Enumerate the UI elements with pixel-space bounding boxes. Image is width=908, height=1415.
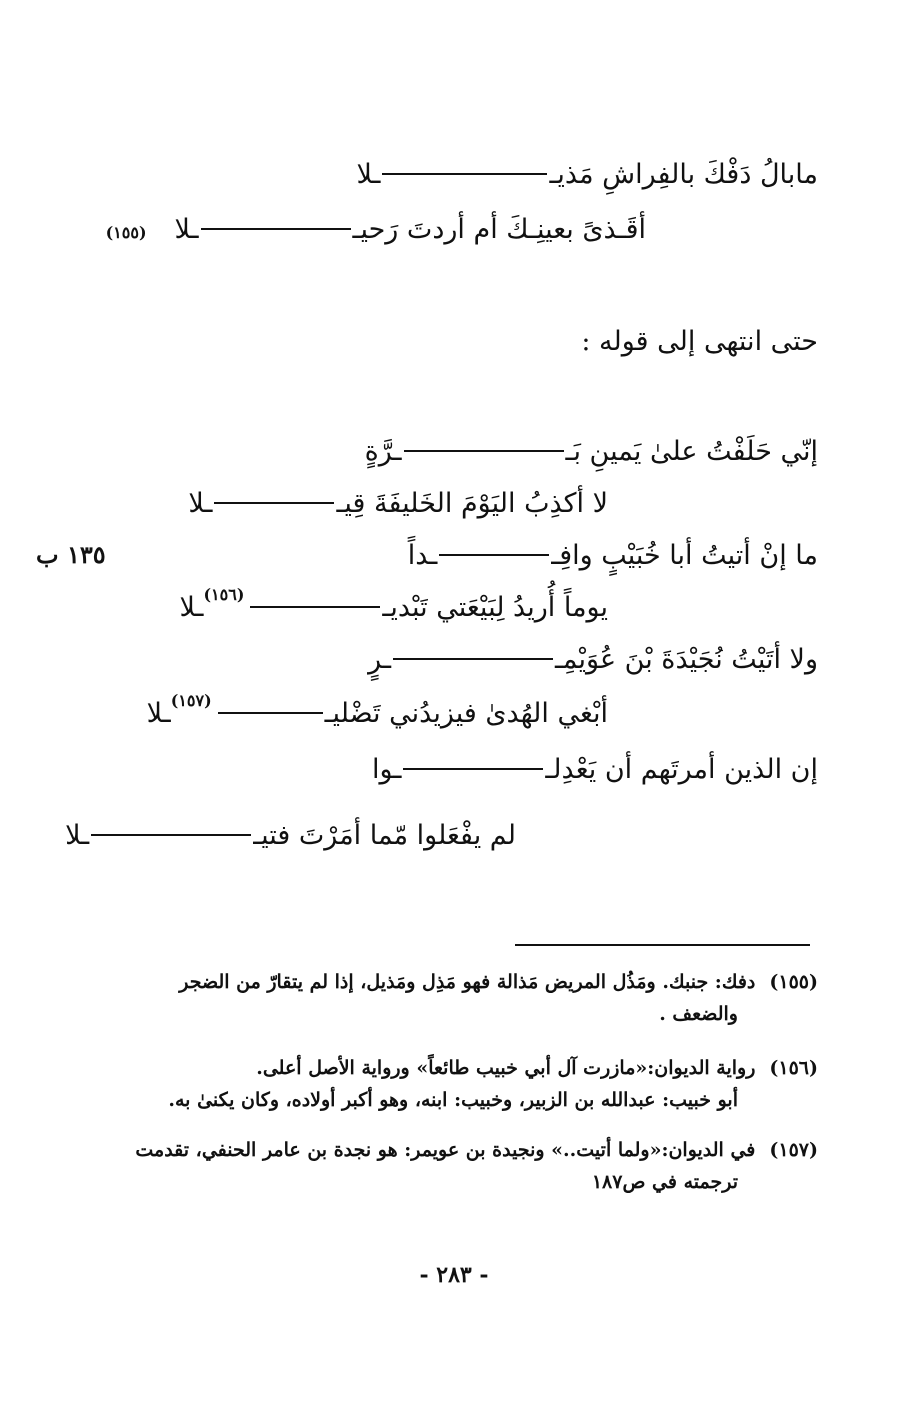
verse-ending: ـوا	[372, 754, 402, 785]
verse-ending: ـداً	[407, 540, 438, 571]
verse-line	[179, 585, 608, 628]
verse-ending: ـلا	[179, 592, 204, 623]
footnote-157	[118, 1134, 818, 1198]
verse-text: أقَـذىً بعينِـكَ أم أردتَ رَحيـ	[352, 214, 646, 245]
kashida-stroke	[439, 554, 549, 556]
footnote-155	[118, 966, 818, 1030]
footnote-text: رواية الديوان:«مازرت آل أبي خبيب طائعاً» ورواية الأصل أعلى.	[256, 1057, 756, 1079]
footnote-text: في الديوان:«ولما أتيت..» ونجيدة بن عويمر: هو نجدة بن عامر الحنفي، تقدمت	[135, 1139, 756, 1161]
footnote-number: (١٥٥)	[769, 971, 818, 993]
verse-text: لم يفْعَلوا مّما أمَرْتَ فتيـ	[253, 820, 516, 851]
footnote-ref: (١٥٦)	[203, 585, 245, 604]
verse-line	[106, 210, 646, 250]
kashida-stroke	[403, 768, 543, 770]
verse-ending: ـلا	[188, 488, 213, 519]
verse-text: أبْغي الهُدىٰ فيزيدُني تَضْليـ	[324, 698, 608, 729]
verse-line	[408, 536, 818, 576]
footnote-156	[118, 1052, 818, 1116]
verse-text: ولا أتَيْتُ نُجَيْدَةَ بْنَ عُوَيْمِـ	[554, 644, 818, 675]
verse-text: يوماً أُريدُ لِبَيْعَتي تَبْديـ	[382, 592, 608, 623]
footnote-ref: (١٥٧)	[170, 691, 212, 710]
verse-line	[146, 691, 608, 734]
transition-line: حتى انتهى إلى قوله :	[581, 326, 818, 357]
footnote-number: (١٥٧)	[769, 1139, 818, 1161]
footnote-continuation: أبو خبيب: عبدالله بن الزبير، وخبيب: ابنه، وهو أكبر أولاده، وكان يكنىٰ به.	[168, 1089, 738, 1111]
verse-line	[372, 750, 818, 790]
verse-ending: ـلا	[356, 159, 381, 190]
kashida-stroke	[382, 173, 547, 175]
kashida-stroke	[201, 228, 351, 230]
verse-line	[65, 816, 516, 856]
verse-text: لا أكذِبُ اليَوْمَ الخَليفَةَ قِيـ	[336, 488, 608, 519]
kashida-stroke	[393, 658, 553, 660]
verse-ending: ـرٍ	[368, 644, 391, 675]
footnote-text: دفك: جنبك. ومَذُل المريض مَذالة فهو مَذِل ومَذيل، إذا لم يتقارّ من الضجر	[179, 971, 756, 993]
footnote-continuation: والضعف .	[659, 1003, 738, 1025]
verse-text: ما إنْ أتيتُ أبا خُبَيْبٍ وافِـ	[551, 540, 818, 571]
kashida-stroke	[91, 834, 251, 836]
kashida-stroke	[250, 606, 380, 608]
verse-ending: ـرَّةٍ	[364, 436, 402, 467]
verse-text: إنّي حَلَفْتُ علىٰ يَمينِ بَـ	[565, 436, 818, 467]
verse-text: إن الذين أمرتَهم أن يَعْدِلـ	[545, 754, 818, 785]
footnote-ref: (١٥٥)	[105, 223, 147, 242]
verse-ending: ـلا	[174, 214, 199, 245]
manuscript-folio-note: ١٣٥ ب	[36, 540, 106, 569]
page-number: - ٢٨٣ -	[419, 1262, 489, 1288]
kashida-stroke	[218, 712, 323, 714]
footnote-number: (١٥٦)	[769, 1057, 818, 1079]
verse-ending: ـلا	[146, 698, 171, 729]
footnote-continuation: ترجمته في ص١٨٧	[591, 1171, 738, 1193]
verse-text: مابالُ دَفْكَ بالفِراشِ مَذيـ	[549, 159, 818, 190]
kashida-stroke	[214, 502, 334, 504]
verse-line	[188, 484, 608, 524]
kashida-stroke	[404, 450, 564, 452]
verse-line	[356, 155, 818, 195]
verse-ending: ـلا	[65, 820, 90, 851]
verse-line	[365, 432, 818, 472]
verse-line	[368, 640, 818, 680]
footnote-divider	[515, 944, 810, 946]
